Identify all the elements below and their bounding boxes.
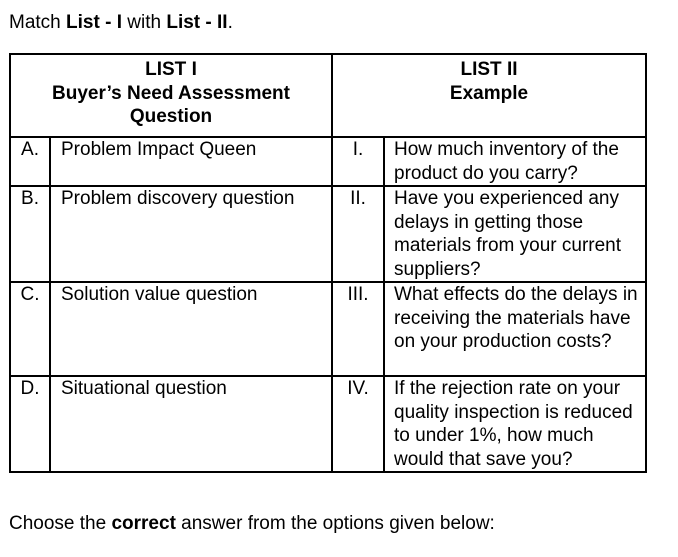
list1-item: Problem Impact Queen — [50, 137, 332, 186]
question-instruction — [9, 12, 233, 34]
list1-item: Solution value question — [50, 282, 332, 376]
row-label: B. — [10, 186, 50, 282]
list1-header-subtitle-2: Question — [129, 106, 213, 127]
match-table — [9, 53, 647, 473]
list2-example: How much inventory of the product do you carry? — [384, 137, 646, 186]
list2-ref: List - II — [166, 12, 228, 33]
prompt-prefix: Choose the — [9, 513, 112, 534]
row-numeral: III. — [332, 282, 384, 376]
row-label: A. — [10, 137, 50, 186]
row-label: C. — [10, 282, 50, 376]
row-label: D. — [10, 376, 50, 472]
prompt-suffix: answer from the options given below: — [175, 513, 495, 534]
list1-header — [10, 54, 332, 137]
prompt-emphasis: correct — [111, 513, 176, 534]
header-row — [10, 54, 646, 137]
list1-item: Problem discovery question — [50, 186, 332, 282]
list1-header-subtitle: Buyer’s Need Assessment — [52, 82, 290, 104]
answer-prompt — [9, 513, 495, 535]
table-row — [10, 137, 646, 186]
table-row — [10, 186, 646, 282]
table-row — [10, 282, 646, 376]
list1-item: Situational question — [50, 376, 332, 472]
list2-header-title: LIST II — [460, 59, 518, 80]
table-row — [10, 376, 646, 472]
instruction-suffix: . — [227, 12, 233, 33]
instruction-prefix: Match — [9, 12, 67, 33]
row-numeral: I. — [332, 137, 384, 186]
row-numeral: IV. — [332, 376, 384, 472]
list2-header-subtitle: Example — [449, 82, 529, 104]
list2-example: If the rejection rate on your quality inspection is reduced to under 1%, how much would that save you? — [384, 376, 646, 472]
row-numeral: II. — [332, 186, 384, 282]
list1-ref: List - I — [66, 12, 122, 33]
list2-example: What effects do the delays in receiving the materials have on your production costs? — [384, 282, 646, 376]
list2-example: Have you experienced any delays in getting those materials from your current suppliers? — [384, 186, 646, 282]
list1-header-title: LIST I — [145, 59, 197, 80]
list2-header — [332, 54, 646, 137]
instruction-middle: with — [121, 12, 167, 33]
